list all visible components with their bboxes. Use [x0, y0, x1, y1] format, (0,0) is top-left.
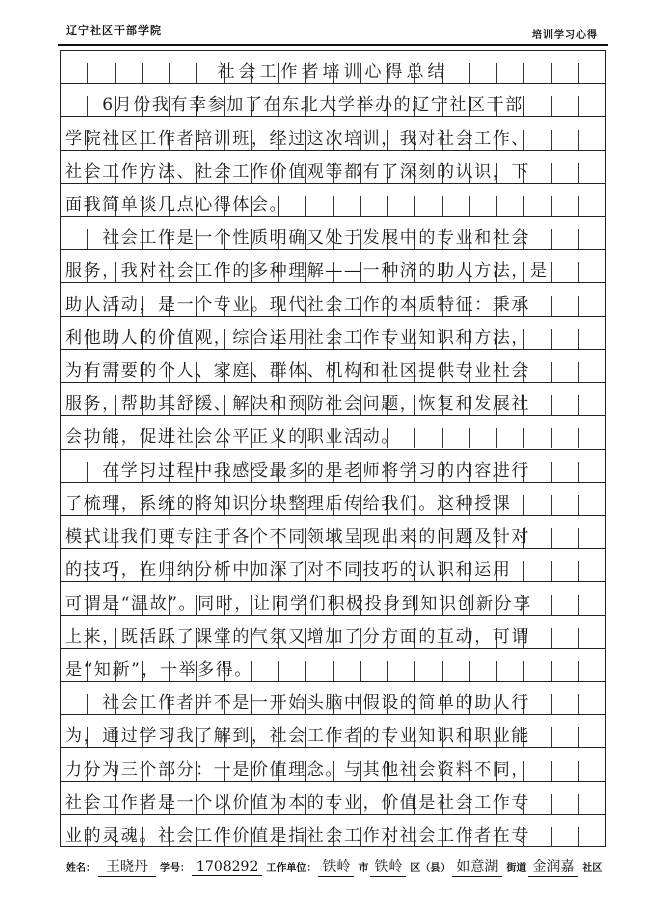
- street-suffix: 街道: [506, 863, 527, 874]
- essay-line: 服务，帮助其舒缓、解决和预防社会问题，恢复和发展社: [65, 394, 530, 415]
- essay-line: 上来，既活跃了课堂的气氛又增加了分方面的互动，可谓: [65, 626, 530, 647]
- district-value: 铁岭: [370, 856, 406, 877]
- essay-line: 社会工作者是一个以价值为本的专业，价值是社会工作专: [65, 792, 530, 813]
- grid-row: [61, 382, 605, 415]
- street-value: 如意湖: [452, 856, 502, 877]
- essay-title-row: [61, 50, 605, 83]
- city-value: 铁岭: [318, 856, 354, 877]
- grid-row: [61, 349, 605, 382]
- header-rule: [58, 44, 608, 46]
- essay-line: 模式让我们更专注于各个不同领域呈现出来的问题及针对: [65, 527, 530, 548]
- essay-line: 为有需要的个人、家庭、群体、机构和社区提供专业社会: [65, 361, 530, 382]
- grid-row: [61, 415, 605, 448]
- essay-line: 为，通过学习我了解到，社会工作者的专业知识和职业能: [65, 726, 530, 747]
- essay-line: 6月份我有幸参加了在东北大学举办的辽宁社区干部: [65, 95, 524, 116]
- grid-row: [61, 781, 605, 814]
- city-suffix: 市: [358, 863, 369, 874]
- community-suffix: 社区: [582, 863, 603, 874]
- essay-line: 会功能，促进社会公平正义的职业活动。: [65, 427, 400, 448]
- grid-row: [61, 747, 605, 780]
- id-label: 学号：: [160, 863, 190, 874]
- grid-row: [61, 648, 605, 681]
- grid-row: [61, 116, 605, 149]
- district-suffix: 区（县）: [410, 863, 451, 874]
- essay-line: 在学习过程中我感受最多的是老师将学习的内容进行: [65, 460, 530, 481]
- grid-row: [61, 249, 605, 282]
- essay-line: 的技巧，在归纳分析中加深了对不同技巧的认识和运用: [65, 560, 512, 581]
- id-value: 1708292: [192, 859, 262, 876]
- header-institution: 辽宁社区干部学院: [66, 24, 162, 37]
- essay-line: 社会工作是一个性质明确又处于发展中的专业和社会: [65, 228, 530, 249]
- grid-row: [61, 216, 605, 249]
- grid-row: [61, 548, 605, 581]
- community-value: 金润嘉: [528, 856, 578, 877]
- footer-info: [66, 856, 602, 877]
- essay-line: 服务，我对社会工作的多种理解——一种济的助人方法，是: [65, 261, 549, 282]
- essay-title: 社会工作者培训心得总结: [217, 62, 449, 83]
- essay-line: 可谓是“温故”。同时，让同学们积极投身到知识创新分享: [65, 593, 532, 614]
- essay-line: 力分为三个部分：一是价值理念。与其他社会资料不同，: [65, 759, 530, 780]
- essay-line: 业的灵魂。社会工作价值是指社会工作对社会工作者在专: [65, 825, 530, 846]
- essay-line: 是“知新”，一举多得。: [65, 659, 253, 680]
- grid-row: [61, 714, 605, 747]
- grid-row: [61, 316, 605, 349]
- header-section-title: 培训学习心得: [532, 30, 598, 41]
- grid-row: [61, 449, 605, 482]
- essay-line: 了梳理，系统的将知识分块整理后传给我们。这种授课: [65, 493, 512, 514]
- grid-row: [61, 282, 605, 315]
- grid-row: [61, 150, 605, 183]
- grid-row: [61, 482, 605, 515]
- grid-row: [61, 681, 605, 714]
- grid-row: [61, 615, 605, 648]
- essay-line: 学院社区工作者培训班，经过这次培训，我对社会工作、: [65, 128, 530, 149]
- grid-row: [61, 83, 605, 116]
- essay-line: 社会工作者并不是一开始头脑中假设的简单的助人行: [65, 693, 530, 714]
- essay-line: 利他助人的价值观，综合运用社会工作专业知识和方法，: [65, 327, 530, 348]
- grid-row: [61, 814, 605, 847]
- essay-line: 面我简单谈几点心得体会。: [65, 195, 289, 216]
- name-label: 姓名：: [66, 863, 96, 874]
- essay-line: 社会工作方法、社会工作价值观等都有了深刻的认识，下: [65, 161, 530, 182]
- grid-row: [61, 515, 605, 548]
- essay-line: 助人活动，是一个专业。现代社会工作的本质特征：秉承: [65, 294, 530, 315]
- name-value: 王晓丹: [98, 856, 156, 877]
- unit-label: 工作单位：: [266, 863, 317, 874]
- writing-grid: [60, 50, 606, 847]
- grid-row: [61, 183, 605, 216]
- grid-row: [61, 581, 605, 614]
